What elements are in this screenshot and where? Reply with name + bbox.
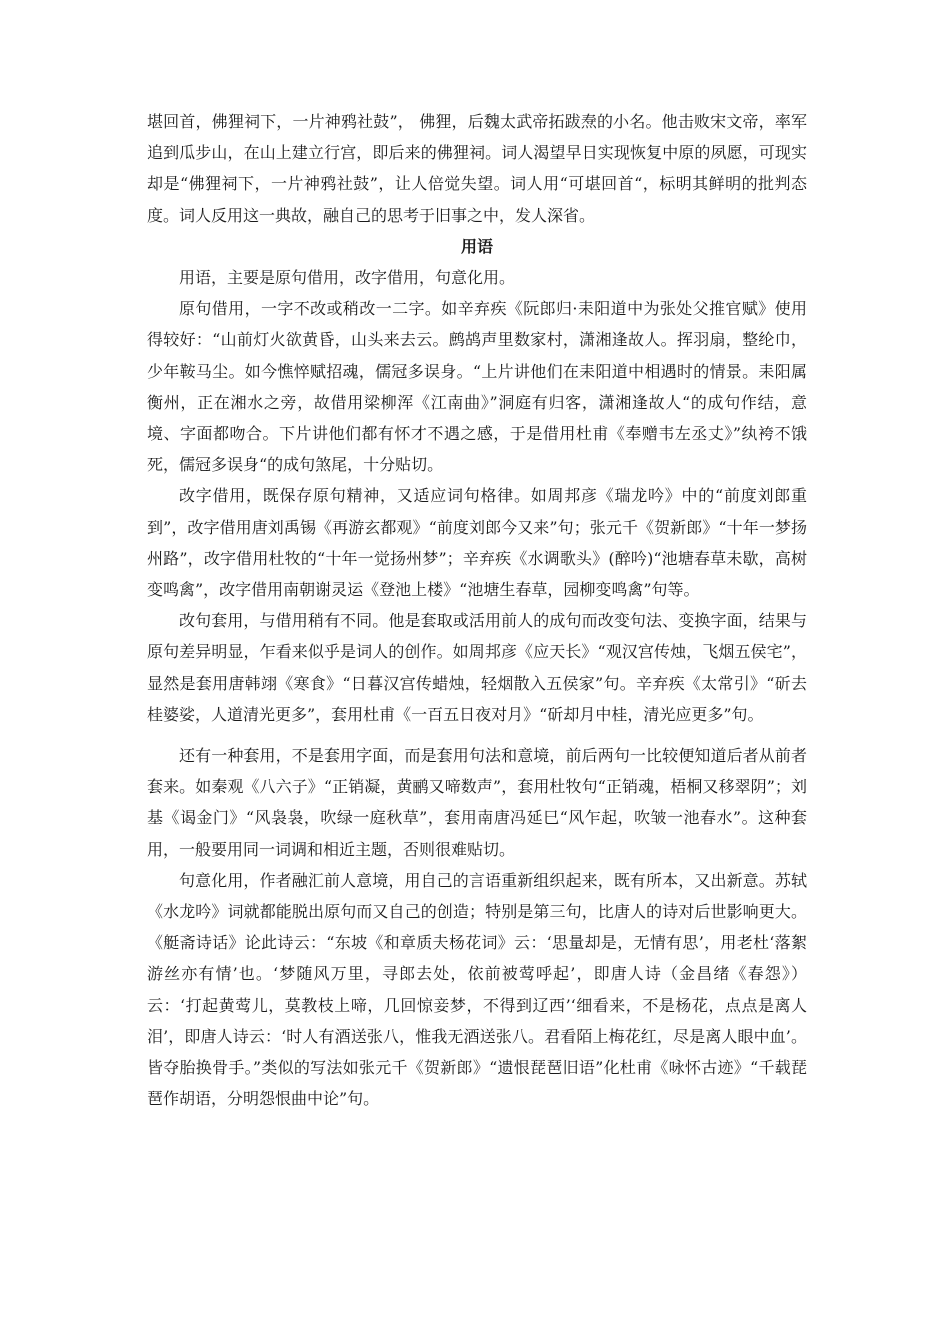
paragraph-modified-characters: 改字借用，既保存原句精神，又适应词句格律。如周邦彦《瑞龙吟》中的“前度刘郎重到”，改字借用唐刘禹锡《再游玄都观》“前度刘郎今又来”句；张元千《贺新郎》“十年一梦扬州路”，改字借用杜牧的“十年一觉扬州梦”；辛弃疾《水调歌头》(醉吟)“池塘春草未歇，高树变鸣禽”，改字借用南朝谢灵运《登池上楼》“池塘生春草，园柳变鸣禽”句等。 bbox=[147, 486, 807, 600]
section-heading: 用语 bbox=[460, 236, 493, 256]
document-page bbox=[147, 106, 807, 1115]
paragraph-overview: 用语，主要是原句借用，改字借用，句意化用。 bbox=[179, 268, 516, 288]
paragraph-meaning-adaptation: 句意化用，作者融汇前人意境，用自己的言语重新组织起来，既有所本，又出新意。苏轼《水龙吟》词就都能脱出原句而又自己的创造；特别是第三句，比唐人的诗对后世影响更大。《艇斋诗话》论此诗云：“东坡《和章质夫杨花词》云：‘思量却是，无情有思’，用老杜‘落絮游丝亦有情’也。‘梦随风万里，寻郎去处，依前被莺呼起’，即唐人诗（金昌绪《春怨》）云：‘打起黄莺儿，莫教枝上啼，几回惊妾梦，不得到辽西’‘细看来，不是杨花，点点是离人泪’，即唐人诗云：‘时人有酒送张八，惟我无酒送张八。君看陌上梅花红，尽是离人眼中血’。皆夺胎换骨手。”类似的写法如张元千《贺新郎》“遗恨琵琶旧语”化杜甫《咏怀古迹》“千载琵琶作胡语，分明怨恨曲中论”句。 bbox=[147, 870, 807, 1109]
paragraph-original-sentence: 原句借用，一字不改或稍改一二字。如辛弃疾《阮郎归·耒阳道中为张处父推官赋》使用得较好：“山前灯火欲黄昏，山头来去云。鹧鸪声里数家村，潇湘逢故人。挥羽扇，整纶巾，少年鞍马尘。如今憔悴赋招魂，儒冠多误身。“上片讲他们在耒阳道中相遇时的情景。耒阳属衡州，正在湘水之旁，故借用梁柳浑《江南曲》”洞庭有归客，潇湘逢故人“的成句作结，意境、字面都吻合。下片讲他们都有怀才不遇之感，于是借用杜甫《奉赠韦左丞丈》”纨袴不饿死，儒冠多误身“的成句煞尾，十分贴切。 bbox=[147, 299, 807, 475]
paragraph-intro: 堪回首，佛狸祠下，一片神鸦社鼓”， 佛狸，后魏太武帝拓跋焘的小名。他击败宋文帝，率军追到瓜步山，在山上建立行宫，即后来的佛狸祠。词人渴望早日实现恢复中原的夙愿，可现实却是“佛狸祠下，一片神鸦社鼓”，让人倍觉失望。词人用“可堪回首“，标明其鲜明的批判态度。词人反用这一典故，融自己的思考于旧事之中，发人深省。 bbox=[147, 112, 807, 225]
paragraph-modified-sentence: 改句套用，与借用稍有不同。他是套取或活用前人的成句而改变句法、变换字面，结果与原句差异明显，乍看来似乎是词人的创作。如周邦彦《应天长》“观汉宫传烛，飞烟五侯宅”，显然是套用唐韩翊《寒食》“日暮汉宫传蜡烛，轻烟散入五侯家”句。辛弃疾《太常引》“斫去桂婆娑，人道清光更多”，套用杜甫《一百五日夜对月》“斫却月中桂，清光应更多”句。 bbox=[147, 611, 807, 724]
paragraph-syntax-borrowing: 还有一种套用，不是套用字面，而是套用句法和意境，前后两句一比较便知道后者从前者套来。如秦观《八六子》“正销凝，黄鹂又啼数声”，套用杜牧句“正销魂，梧桐又移翠阴”；刘基《谒金门》“风袅袅，吹绿一庭秋草”，套用南唐冯延巳“风乍起，吹皱一池春水”。这种套用，一般要用同一词调和相近主题，否则很难贴切。 bbox=[147, 746, 807, 859]
